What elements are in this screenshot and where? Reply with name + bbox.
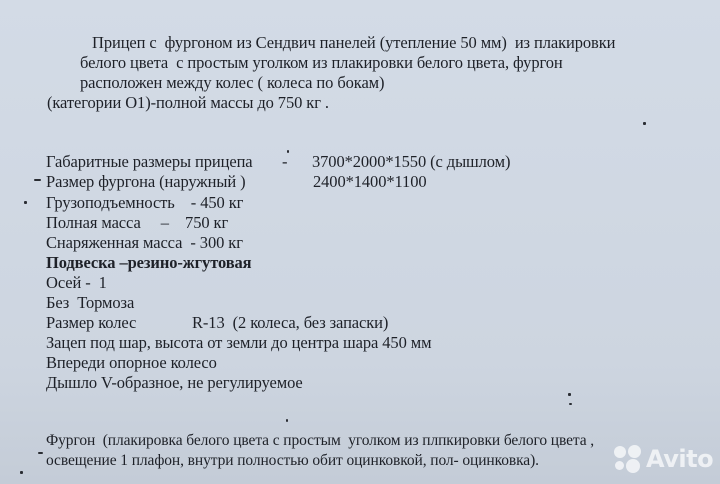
- spec-van-size-label: Размер фургона (наружный ): [46, 172, 246, 191]
- pen-mark: [569, 403, 572, 405]
- pen-mark: [287, 150, 289, 153]
- spec-overall-dimensions-label: Габаритные размеры прицепа: [46, 152, 253, 171]
- pen-mark: [24, 201, 27, 204]
- intro-line-3: расположен между колес ( колеса по бокам): [80, 73, 385, 92]
- intro-line-2: белого цвета с простым уголком из плакировки белого цвета, фургон: [80, 53, 563, 72]
- spec-wheel-size-value: R-13 (2 колеса, без запаски): [192, 313, 389, 332]
- pen-mark: [643, 122, 646, 125]
- spec-drawbar: Дышло V-образное, не регулируемое: [46, 373, 303, 392]
- spec-brakes: Без Тормоза: [46, 293, 135, 312]
- avito-logo-icon: [612, 444, 642, 474]
- show-through-text: [250, 128, 297, 143]
- spec-van-size-value: 2400*1400*1100: [313, 172, 427, 191]
- avito-watermark: [612, 442, 713, 476]
- spec-axles: Осей - 1: [46, 273, 107, 292]
- pen-mark: [20, 471, 23, 474]
- pen-mark: [38, 452, 43, 454]
- spec-front-wheel: Впереди опорное колесо: [46, 353, 217, 372]
- intro-line-4: (категории О1)-полной массы до 750 кг .: [47, 93, 329, 112]
- spec-overall-dimensions-sep: -: [282, 152, 288, 171]
- spec-gross-weight: Полная масса – 750 кг: [46, 213, 229, 232]
- pen-mark: [568, 393, 571, 396]
- spec-suspension: Подвеска –резино-жгутовая: [46, 253, 252, 272]
- spec-overall-dimensions-value: 3700*2000*1550 (с дышлом): [312, 152, 511, 171]
- spec-wheel-size-label: Размер колес: [46, 313, 137, 332]
- spec-hitch: Зацеп под шар, высота от земли до центра шара 450 мм: [46, 333, 432, 352]
- pen-mark: [34, 179, 41, 181]
- spec-payload: Грузоподъемность - 450 кг: [46, 193, 244, 212]
- van-description-line-1: Фургон (плакировка белого цвета с простым уголком из плпкировки белого цвета ,: [46, 432, 595, 449]
- pen-mark: [286, 419, 288, 422]
- van-description-line-2: освещение 1 плафон, внутри полностью обит оцинковкой, пол- оцинковка).: [46, 452, 539, 469]
- spec-curb-weight: Снаряженная масса - 300 кг: [46, 233, 243, 252]
- avito-brand-text: Avito: [646, 445, 714, 473]
- intro-line-1: Прицеп с фургоном из Сендвич панелей (утепление 50 мм) из плакировки: [92, 33, 616, 52]
